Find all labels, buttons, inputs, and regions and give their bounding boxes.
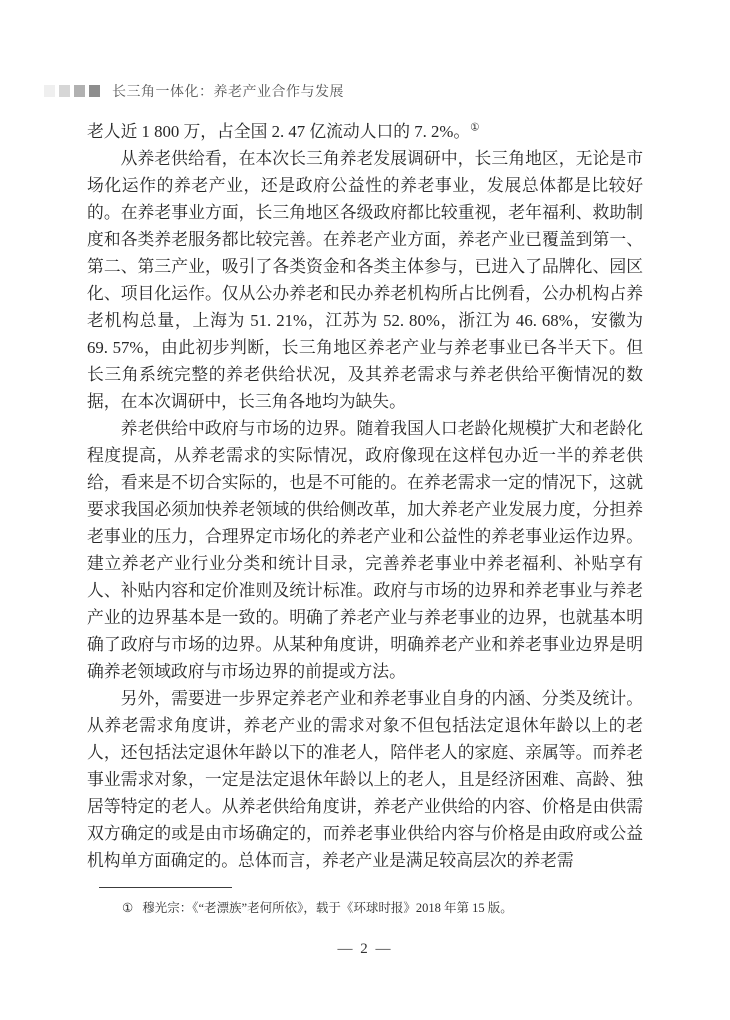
footnote-reference-superscript: ① (470, 122, 480, 134)
page-number: — 2 — (337, 941, 393, 957)
marker-square (59, 85, 70, 97)
paragraph: 养老供给中政府与市场的边界。随着我国人口老龄化规模扩大和老龄化程度提高，从养老需求的实际情况，政府像现在这样包办近一半的养老供给，看来是不切合实际的，也是不可能的。在养老需求一定的情况下，这就要求我国必须加快养老领域的供给侧改革，加大养老产业发展力度，分担养老事业的压力，合理界定市场化的养老产业和公益性的养老事业运作边界。建立养老产业行业分类和统计目录，完善养老事业中养老福利、补贴享有人、补贴内容和定价准则及统计标准。政府与市场的边界和养老事业与养老产业的边界基本是一致的。明确了养老产业与养老事业的边界，也就基本明确了政府与市场的边界。从某种角度讲，明确养老产业和养老事业边界是明确养老领域政府与市场边界的前提或方法。 (87, 419, 643, 681)
header-marker-squares (44, 85, 100, 97)
footnote (87, 899, 643, 917)
footnote-marker: ① (122, 901, 134, 915)
running-head (44, 81, 344, 101)
marker-square (44, 85, 55, 97)
footnote-separator-rule (99, 887, 232, 888)
marker-square (74, 85, 85, 97)
paragraph (87, 118, 643, 145)
paragraph-text: 老人近 1 800 万，占全国 2. 47 亿流动人口的 7. 2%。 (87, 122, 471, 141)
body-text (87, 118, 643, 874)
marker-square (89, 85, 100, 97)
paragraph: 另外，需要进一步界定养老产业和养老事业自身的内涵、分类及统计。从养老需求角度讲，养老产业的需求对象不但包括法定退休年龄以上的老人，还包括法定退休年龄以下的准老人，陪伴老人的家庭、亲属等。而养老事业需求对象，一定是法定退休年龄以上的老人，且是经济困难、高龄、独居等特定的老人。从养老供给角度讲，养老产业供给的内容、价格是由供需双方确定的或是由市场确定的，而养老事业供给内容与价格是由政府或公益机构单方面确定的。总体而言，养老产业是满足较高层次的养老需 (87, 689, 643, 870)
paragraph: 从养老供给看，在本次长三角养老发展调研中，长三角地区，无论是市场化运作的养老产业，还是政府公益性的养老事业，发展总体都是比较好的。在养老事业方面，长三角地区各级政府都比较重视，老年福利、救助制度和各类养老服务都比较完善。在养老产业方面，养老产业已覆盖到第一、第二、第三产业，吸引了各类资金和各类主体参与，已进入了品牌化、园区化、项目化运作。仅从公办养老和民办养老机构所占比例看，公办机构占养老机构总量，上海为 51. 21%，江苏为 52. 80%，浙江为 46. 68%，安徽为 69. 57%，由此初步判断，长三角地区养老产业与养老事业已各半天下。但长三角系统完整的养老供给状况，及其养老需求与养老供给平衡情况的数据，在本次调研中，长三角各地均为缺失。 (87, 149, 643, 411)
running-head-title: 长三角一体化：养老产业合作与发展 (112, 85, 344, 100)
footnote-text: 穆光宗：《“老漂族”老何所依》，载于《环球时报》2018 年第 15 版。 (142, 901, 513, 915)
